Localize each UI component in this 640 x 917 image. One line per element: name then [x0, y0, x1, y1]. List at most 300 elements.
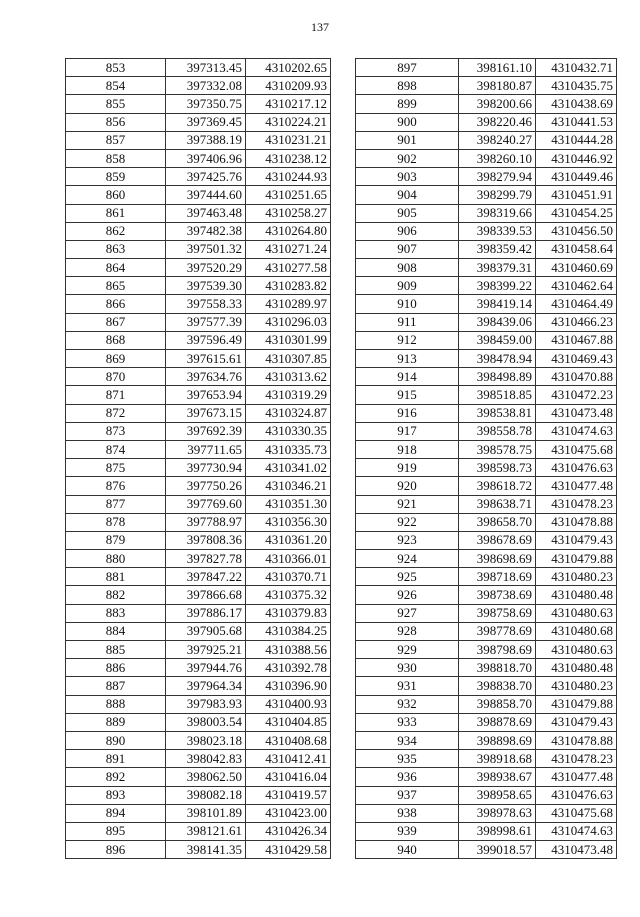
x-coordinate-cell: 398062.50	[166, 768, 246, 786]
x-coordinate-cell: 398778.69	[459, 622, 536, 640]
y-coordinate-cell: 4310392.78	[246, 659, 331, 677]
x-coordinate-cell: 398101.89	[166, 804, 246, 822]
table-row	[356, 350, 617, 368]
y-coordinate-cell: 4310480.63	[536, 641, 617, 659]
point-number-cell: 897	[356, 59, 459, 77]
y-coordinate-cell: 4310341.02	[246, 459, 331, 477]
y-coordinate-cell: 4310480.48	[536, 659, 617, 677]
y-coordinate-cell: 4310379.83	[246, 604, 331, 622]
point-number-cell: 873	[66, 422, 166, 440]
point-number-cell: 933	[356, 713, 459, 731]
point-number-cell: 901	[356, 131, 459, 149]
x-coordinate-cell: 397730.94	[166, 459, 246, 477]
table-row	[356, 222, 617, 240]
table-row	[66, 186, 331, 204]
y-coordinate-cell: 4310370.71	[246, 568, 331, 586]
point-number-cell: 934	[356, 731, 459, 749]
x-coordinate-cell: 398399.22	[459, 277, 536, 295]
table-row	[66, 295, 331, 313]
x-coordinate-cell: 398978.63	[459, 804, 536, 822]
table-row	[66, 641, 331, 659]
y-coordinate-cell: 4310296.03	[246, 313, 331, 331]
x-coordinate-cell: 398419.14	[459, 295, 536, 313]
y-coordinate-cell: 4310480.48	[536, 586, 617, 604]
point-number-cell: 872	[66, 404, 166, 422]
y-coordinate-cell: 4310435.75	[536, 77, 617, 95]
x-coordinate-cell: 398878.69	[459, 713, 536, 731]
table-row	[356, 513, 617, 531]
table-row	[356, 404, 617, 422]
x-coordinate-cell: 398379.31	[459, 259, 536, 277]
point-number-cell: 856	[66, 113, 166, 131]
y-coordinate-cell: 4310449.46	[536, 168, 617, 186]
x-coordinate-cell: 398938.67	[459, 768, 536, 786]
table-row	[356, 277, 617, 295]
y-coordinate-cell: 4310476.63	[536, 786, 617, 804]
table-row	[66, 459, 331, 477]
x-coordinate-cell: 398538.81	[459, 404, 536, 422]
y-coordinate-cell: 4310346.21	[246, 477, 331, 495]
y-coordinate-cell: 4310479.43	[536, 531, 617, 549]
table-row	[356, 77, 617, 95]
table-row	[66, 204, 331, 222]
point-number-cell: 877	[66, 495, 166, 513]
x-coordinate-cell: 398359.42	[459, 240, 536, 258]
y-coordinate-cell: 4310441.53	[536, 113, 617, 131]
table-row	[66, 604, 331, 622]
table-row	[356, 586, 617, 604]
point-number-cell: 893	[66, 786, 166, 804]
y-coordinate-cell: 4310479.88	[536, 550, 617, 568]
point-number-cell: 854	[66, 77, 166, 95]
table-row	[356, 568, 617, 586]
x-coordinate-cell: 398200.66	[459, 95, 536, 113]
table-row	[66, 440, 331, 458]
x-coordinate-cell: 398738.69	[459, 586, 536, 604]
point-number-cell: 916	[356, 404, 459, 422]
y-coordinate-cell: 4310479.43	[536, 713, 617, 731]
table-row	[356, 768, 617, 786]
x-coordinate-cell: 399018.57	[459, 841, 536, 859]
x-coordinate-cell: 398698.69	[459, 550, 536, 568]
table-row	[66, 586, 331, 604]
x-coordinate-cell: 398260.10	[459, 149, 536, 167]
x-coordinate-cell: 397653.94	[166, 386, 246, 404]
x-coordinate-cell: 398678.69	[459, 531, 536, 549]
point-number-cell: 906	[356, 222, 459, 240]
point-number-cell: 903	[356, 168, 459, 186]
x-coordinate-cell: 398838.70	[459, 677, 536, 695]
point-number-cell: 869	[66, 350, 166, 368]
x-coordinate-cell: 398220.46	[459, 113, 536, 131]
table-row	[356, 459, 617, 477]
y-coordinate-cell: 4310432.71	[536, 59, 617, 77]
point-number-cell: 861	[66, 204, 166, 222]
point-number-cell: 935	[356, 750, 459, 768]
y-coordinate-cell: 4310330.35	[246, 422, 331, 440]
point-number-cell: 937	[356, 786, 459, 804]
point-number-cell: 885	[66, 641, 166, 659]
y-coordinate-cell: 4310351.30	[246, 495, 331, 513]
table-row	[356, 131, 617, 149]
y-coordinate-cell: 4310396.90	[246, 677, 331, 695]
x-coordinate-cell: 398858.70	[459, 695, 536, 713]
point-number-cell: 876	[66, 477, 166, 495]
y-coordinate-cell: 4310473.48	[536, 841, 617, 859]
y-coordinate-cell: 4310469.43	[536, 350, 617, 368]
point-number-cell: 929	[356, 641, 459, 659]
x-coordinate-cell: 397692.39	[166, 422, 246, 440]
x-coordinate-cell: 398141.35	[166, 841, 246, 859]
x-coordinate-cell: 398439.06	[459, 313, 536, 331]
point-number-cell: 853	[66, 59, 166, 77]
point-number-cell: 881	[66, 568, 166, 586]
y-coordinate-cell: 4310446.92	[536, 149, 617, 167]
point-number-cell: 918	[356, 440, 459, 458]
point-number-cell: 940	[356, 841, 459, 859]
y-coordinate-cell: 4310408.68	[246, 731, 331, 749]
x-coordinate-cell: 397673.15	[166, 404, 246, 422]
point-number-cell: 915	[356, 386, 459, 404]
table-row	[356, 786, 617, 804]
y-coordinate-cell: 4310475.68	[536, 804, 617, 822]
point-number-cell: 902	[356, 149, 459, 167]
point-number-cell: 928	[356, 622, 459, 640]
point-number-cell: 891	[66, 750, 166, 768]
x-coordinate-cell: 398918.68	[459, 750, 536, 768]
x-coordinate-cell: 397925.21	[166, 641, 246, 659]
y-coordinate-cell: 4310217.12	[246, 95, 331, 113]
x-coordinate-cell: 398578.75	[459, 440, 536, 458]
y-coordinate-cell: 4310416.04	[246, 768, 331, 786]
y-coordinate-cell: 4310451.91	[536, 186, 617, 204]
table-row	[356, 331, 617, 349]
table-row	[356, 477, 617, 495]
table-row	[356, 186, 617, 204]
y-coordinate-cell: 4310438.69	[536, 95, 617, 113]
x-coordinate-cell: 397886.17	[166, 604, 246, 622]
point-number-cell: 887	[66, 677, 166, 695]
table-row	[66, 677, 331, 695]
coordinates-table-right	[355, 58, 617, 859]
y-coordinate-cell: 4310404.85	[246, 713, 331, 731]
y-coordinate-cell: 4310361.20	[246, 531, 331, 549]
x-coordinate-cell: 398279.94	[459, 168, 536, 186]
table-row	[66, 113, 331, 131]
x-coordinate-cell: 397769.60	[166, 495, 246, 513]
table-row	[66, 350, 331, 368]
point-number-cell: 884	[66, 622, 166, 640]
table-row	[356, 822, 617, 840]
point-number-cell: 904	[356, 186, 459, 204]
x-coordinate-cell: 398459.00	[459, 331, 536, 349]
y-coordinate-cell: 4310307.85	[246, 350, 331, 368]
table-row	[66, 804, 331, 822]
point-number-cell: 879	[66, 531, 166, 549]
x-coordinate-cell: 398042.83	[166, 750, 246, 768]
x-coordinate-cell: 398003.54	[166, 713, 246, 731]
x-coordinate-cell: 397539.30	[166, 277, 246, 295]
y-coordinate-cell: 4310426.34	[246, 822, 331, 840]
point-number-cell: 920	[356, 477, 459, 495]
x-coordinate-cell: 397615.61	[166, 350, 246, 368]
y-coordinate-cell: 4310319.29	[246, 386, 331, 404]
table-row	[356, 641, 617, 659]
y-coordinate-cell: 4310231.21	[246, 131, 331, 149]
table-row	[66, 477, 331, 495]
y-coordinate-cell: 4310478.23	[536, 750, 617, 768]
x-coordinate-cell: 398180.87	[459, 77, 536, 95]
table-row	[66, 368, 331, 386]
x-coordinate-cell: 397788.97	[166, 513, 246, 531]
table-row	[356, 95, 617, 113]
x-coordinate-cell: 398240.27	[459, 131, 536, 149]
table-row	[356, 750, 617, 768]
table-row	[66, 695, 331, 713]
table-row	[356, 59, 617, 77]
point-number-cell: 924	[356, 550, 459, 568]
table-row	[356, 368, 617, 386]
x-coordinate-cell: 398718.69	[459, 568, 536, 586]
y-coordinate-cell: 4310324.87	[246, 404, 331, 422]
y-coordinate-cell: 4310480.23	[536, 677, 617, 695]
x-coordinate-cell: 397847.22	[166, 568, 246, 586]
point-number-cell: 898	[356, 77, 459, 95]
point-number-cell: 909	[356, 277, 459, 295]
point-number-cell: 863	[66, 240, 166, 258]
table-row	[66, 331, 331, 349]
point-number-cell: 932	[356, 695, 459, 713]
y-coordinate-cell: 4310464.49	[536, 295, 617, 313]
x-coordinate-cell: 397634.76	[166, 368, 246, 386]
x-coordinate-cell: 397905.68	[166, 622, 246, 640]
table-row	[66, 513, 331, 531]
point-number-cell: 912	[356, 331, 459, 349]
point-number-cell: 882	[66, 586, 166, 604]
table-row	[66, 240, 331, 258]
table-row	[356, 204, 617, 222]
point-number-cell: 874	[66, 440, 166, 458]
y-coordinate-cell: 4310480.23	[536, 568, 617, 586]
table-row	[66, 59, 331, 77]
y-coordinate-cell: 4310400.93	[246, 695, 331, 713]
y-coordinate-cell: 4310473.48	[536, 404, 617, 422]
table-row	[356, 659, 617, 677]
table-row	[66, 422, 331, 440]
y-coordinate-cell: 4310475.68	[536, 440, 617, 458]
y-coordinate-cell: 4310224.21	[246, 113, 331, 131]
y-coordinate-cell: 4310479.88	[536, 695, 617, 713]
point-number-cell: 886	[66, 659, 166, 677]
table-row	[356, 240, 617, 258]
y-coordinate-cell: 4310470.88	[536, 368, 617, 386]
y-coordinate-cell: 4310429.58	[246, 841, 331, 859]
y-coordinate-cell: 4310474.63	[536, 822, 617, 840]
y-coordinate-cell: 4310444.28	[536, 131, 617, 149]
table-row	[356, 804, 617, 822]
point-number-cell: 926	[356, 586, 459, 604]
point-number-cell: 857	[66, 131, 166, 149]
y-coordinate-cell: 4310478.88	[536, 513, 617, 531]
x-coordinate-cell: 397332.08	[166, 77, 246, 95]
table-row	[356, 495, 617, 513]
x-coordinate-cell: 398518.85	[459, 386, 536, 404]
table-row	[66, 168, 331, 186]
x-coordinate-cell: 398598.73	[459, 459, 536, 477]
table-row	[66, 568, 331, 586]
x-coordinate-cell: 397711.65	[166, 440, 246, 458]
x-coordinate-cell: 397983.93	[166, 695, 246, 713]
x-coordinate-cell: 397482.38	[166, 222, 246, 240]
x-coordinate-cell: 397501.32	[166, 240, 246, 258]
y-coordinate-cell: 4310277.58	[246, 259, 331, 277]
table-row	[356, 313, 617, 331]
x-coordinate-cell: 397808.36	[166, 531, 246, 549]
y-coordinate-cell: 4310283.82	[246, 277, 331, 295]
point-number-cell: 939	[356, 822, 459, 840]
point-number-cell: 859	[66, 168, 166, 186]
table-row	[356, 440, 617, 458]
table-row	[66, 277, 331, 295]
y-coordinate-cell: 4310271.24	[246, 240, 331, 258]
point-number-cell: 911	[356, 313, 459, 331]
y-coordinate-cell: 4310454.25	[536, 204, 617, 222]
x-coordinate-cell: 397388.19	[166, 131, 246, 149]
x-coordinate-cell: 398618.72	[459, 477, 536, 495]
y-coordinate-cell: 4310313.62	[246, 368, 331, 386]
y-coordinate-cell: 4310251.65	[246, 186, 331, 204]
x-coordinate-cell: 398558.78	[459, 422, 536, 440]
table-row	[66, 222, 331, 240]
x-coordinate-cell: 398638.71	[459, 495, 536, 513]
table-row	[66, 95, 331, 113]
x-coordinate-cell: 397750.26	[166, 477, 246, 495]
table-row	[356, 713, 617, 731]
point-number-cell: 900	[356, 113, 459, 131]
point-number-cell: 862	[66, 222, 166, 240]
y-coordinate-cell: 4310388.56	[246, 641, 331, 659]
x-coordinate-cell: 398478.94	[459, 350, 536, 368]
y-coordinate-cell: 4310423.00	[246, 804, 331, 822]
table-row	[356, 168, 617, 186]
table-row	[356, 622, 617, 640]
x-coordinate-cell: 397406.96	[166, 149, 246, 167]
table-row	[356, 149, 617, 167]
point-number-cell: 922	[356, 513, 459, 531]
table-row	[66, 822, 331, 840]
x-coordinate-cell: 398082.18	[166, 786, 246, 804]
x-coordinate-cell: 398023.18	[166, 731, 246, 749]
y-coordinate-cell: 4310478.23	[536, 495, 617, 513]
point-number-cell: 888	[66, 695, 166, 713]
point-number-cell: 889	[66, 713, 166, 731]
x-coordinate-cell: 397866.68	[166, 586, 246, 604]
x-coordinate-cell: 398758.69	[459, 604, 536, 622]
x-coordinate-cell: 397944.76	[166, 659, 246, 677]
table-row	[356, 695, 617, 713]
table-row	[356, 841, 617, 859]
y-coordinate-cell: 4310264.80	[246, 222, 331, 240]
table-row	[66, 149, 331, 167]
table-row	[356, 550, 617, 568]
point-number-cell: 927	[356, 604, 459, 622]
y-coordinate-cell: 4310258.27	[246, 204, 331, 222]
table-row	[66, 77, 331, 95]
y-coordinate-cell: 4310460.69	[536, 259, 617, 277]
x-coordinate-cell: 397425.76	[166, 168, 246, 186]
x-coordinate-cell: 397369.45	[166, 113, 246, 131]
y-coordinate-cell: 4310458.64	[536, 240, 617, 258]
y-coordinate-cell: 4310238.12	[246, 149, 331, 167]
point-number-cell: 865	[66, 277, 166, 295]
table-row	[66, 841, 331, 859]
x-coordinate-cell: 397463.48	[166, 204, 246, 222]
x-coordinate-cell: 398898.69	[459, 731, 536, 749]
x-coordinate-cell: 398818.70	[459, 659, 536, 677]
point-number-cell: 917	[356, 422, 459, 440]
point-number-cell: 930	[356, 659, 459, 677]
table-row	[66, 713, 331, 731]
point-number-cell: 925	[356, 568, 459, 586]
table-row	[66, 495, 331, 513]
y-coordinate-cell: 4310477.48	[536, 768, 617, 786]
coordinates-table-left	[65, 58, 331, 859]
y-coordinate-cell: 4310466.23	[536, 313, 617, 331]
table-row	[356, 386, 617, 404]
table-row	[66, 768, 331, 786]
y-coordinate-cell: 4310366.01	[246, 550, 331, 568]
point-number-cell: 894	[66, 804, 166, 822]
x-coordinate-cell: 398498.89	[459, 368, 536, 386]
x-coordinate-cell: 398958.65	[459, 786, 536, 804]
page-number: 137	[311, 20, 329, 34]
point-number-cell: 896	[66, 841, 166, 859]
y-coordinate-cell: 4310480.68	[536, 622, 617, 640]
point-number-cell: 890	[66, 731, 166, 749]
x-coordinate-cell: 398121.61	[166, 822, 246, 840]
table-row	[66, 404, 331, 422]
point-number-cell: 875	[66, 459, 166, 477]
x-coordinate-cell: 398798.69	[459, 641, 536, 659]
point-number-cell: 864	[66, 259, 166, 277]
y-coordinate-cell: 4310412.41	[246, 750, 331, 768]
table-row	[66, 622, 331, 640]
table-row	[66, 786, 331, 804]
y-coordinate-cell: 4310456.50	[536, 222, 617, 240]
x-coordinate-cell: 397350.75	[166, 95, 246, 113]
y-coordinate-cell: 4310467.88	[536, 331, 617, 349]
point-number-cell: 921	[356, 495, 459, 513]
point-number-cell: 870	[66, 368, 166, 386]
table-row	[356, 604, 617, 622]
x-coordinate-cell: 398299.79	[459, 186, 536, 204]
point-number-cell: 913	[356, 350, 459, 368]
point-number-cell: 908	[356, 259, 459, 277]
table-row	[66, 731, 331, 749]
x-coordinate-cell: 397577.39	[166, 313, 246, 331]
y-coordinate-cell: 4310335.73	[246, 440, 331, 458]
y-coordinate-cell: 4310209.93	[246, 77, 331, 95]
table-row	[66, 313, 331, 331]
point-number-cell: 938	[356, 804, 459, 822]
table-row	[356, 422, 617, 440]
point-number-cell: 895	[66, 822, 166, 840]
y-coordinate-cell: 4310375.32	[246, 586, 331, 604]
table-row	[66, 531, 331, 549]
y-coordinate-cell: 4310301.99	[246, 331, 331, 349]
y-coordinate-cell: 4310478.88	[536, 731, 617, 749]
table-row	[356, 295, 617, 313]
